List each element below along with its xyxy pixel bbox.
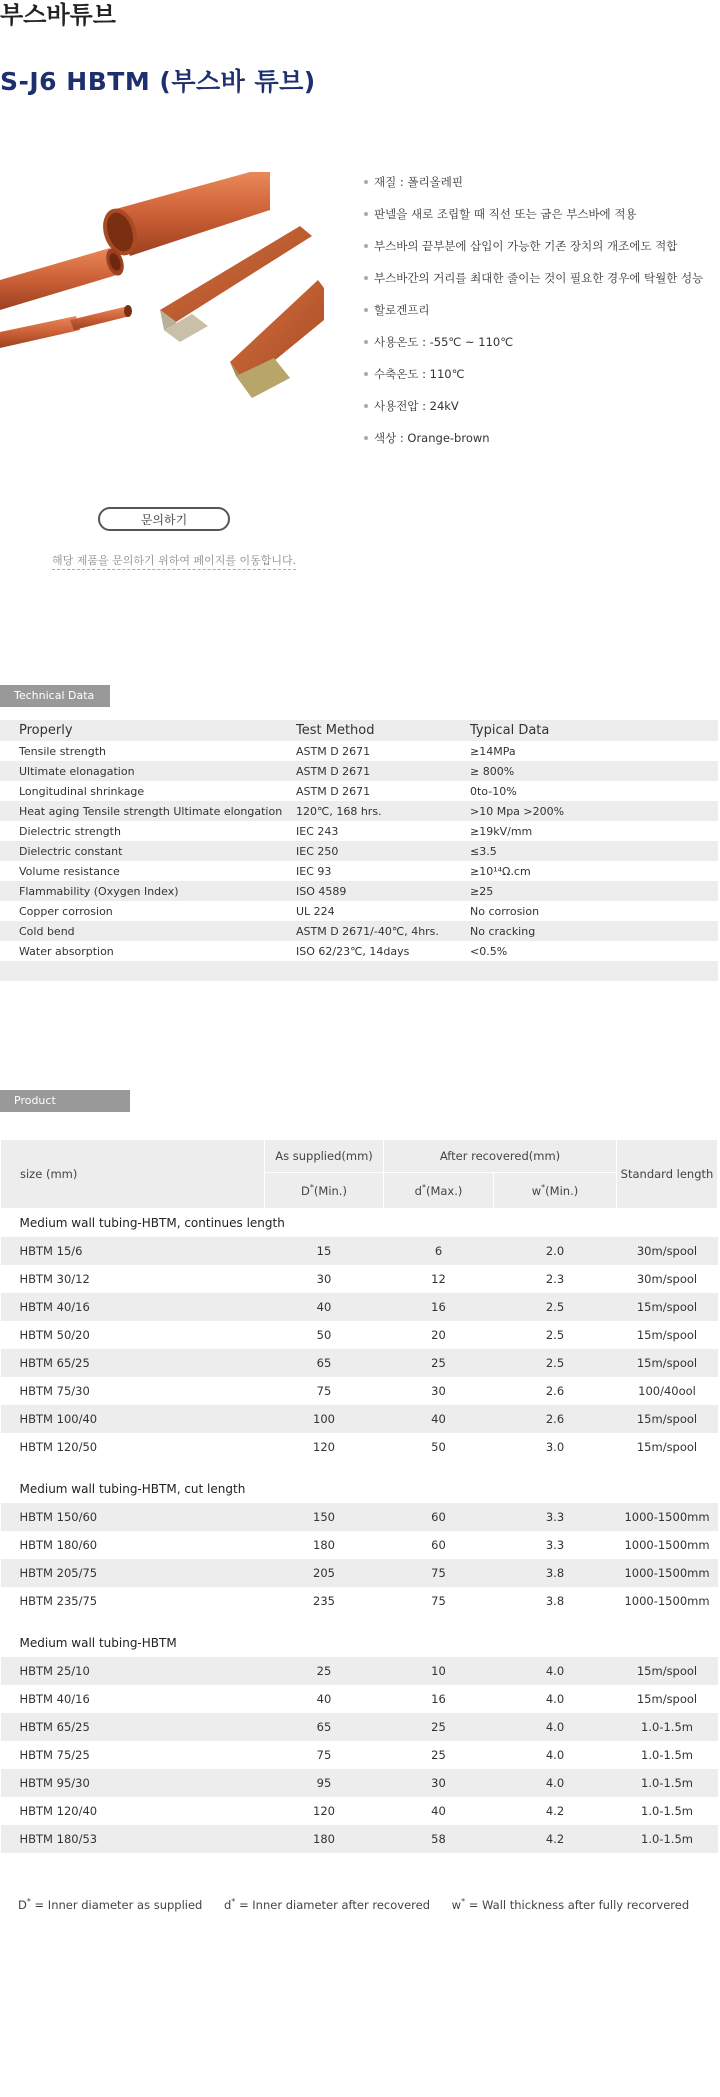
size-cell: HBTM 120/50 <box>19 1440 98 1454</box>
standard-length-cell: 1000-1500mm <box>624 1538 710 1552</box>
inquiry-note: 해당 제품을 문의하기 위하여 페이지를 이동합니다. <box>52 553 296 570</box>
table-row <box>1 1377 718 1405</box>
spec-item: 색상 : Orange-brown <box>368 424 720 456</box>
table-row <box>1 1321 718 1349</box>
recovered-d-cell: 20 <box>431 1328 446 1342</box>
table-row <box>1 1503 718 1531</box>
spec-item: 수축온도 : 110℃ <box>368 360 720 392</box>
wall-thickness-cell: 3.3 <box>545 1538 565 1552</box>
table-row <box>0 801 718 821</box>
recovered-d-cell: 16 <box>384 1293 494 1321</box>
supplied-d-cell: 180 <box>265 1825 384 1853</box>
header-test-method: Test Method <box>296 720 470 741</box>
value-cell: No cracking <box>470 921 718 941</box>
method-cell: IEC 243 <box>296 824 339 838</box>
group-title-row <box>1 1629 718 1657</box>
table-row <box>0 901 718 921</box>
standard-length-cell: 100/40ool <box>638 1384 696 1398</box>
size-cell: HBTM 75/25 <box>19 1748 90 1762</box>
table-row <box>1 1237 718 1265</box>
header-size: size (mm) <box>1 1140 265 1209</box>
page-title: 부스바튜브 <box>0 1 116 29</box>
wall-thickness-cell: 2.6 <box>494 1405 617 1433</box>
note: (Min.) <box>545 1184 579 1199</box>
size-cell: HBTM 40/16 <box>1 1293 265 1321</box>
standard-length-cell: 1.0-1.5m <box>617 1769 718 1797</box>
recovered-d-cell: 60 <box>431 1538 446 1552</box>
spec-item: 사용온도 : -55℃ ~ 110℃ <box>368 328 720 360</box>
standard-length-cell: 1.0-1.5m <box>617 1825 718 1853</box>
note: (Min.) <box>313 1184 347 1199</box>
wall-thickness-cell: 2.5 <box>545 1328 565 1342</box>
standard-length-cell: 1000-1500mm <box>617 1503 718 1531</box>
supplied-d-cell: 100 <box>265 1405 384 1433</box>
table-row <box>1 1293 718 1321</box>
standard-length-cell: 15m/spool <box>636 1692 698 1706</box>
recovered-d-cell: 40 <box>384 1405 494 1433</box>
star: * <box>541 1183 546 1193</box>
standard-length-cell: 1000-1500mm <box>624 1594 710 1608</box>
table-row <box>1 1265 718 1293</box>
table-row <box>0 761 718 781</box>
spec-item: 할로겐프리 <box>368 296 720 328</box>
table-footer-row <box>0 961 718 981</box>
wall-thickness-cell: 4.0 <box>494 1657 617 1685</box>
supplied-d-cell: 95 <box>265 1769 384 1797</box>
method-cell: IEC 250 <box>296 841 470 861</box>
size-cell: HBTM 75/30 <box>19 1384 90 1398</box>
wall-thickness-cell: 2.5 <box>494 1349 617 1377</box>
spec-item: 부스바간의 거리를 최대한 줄이는 것이 필요한 경우에 탁월한 성능 <box>368 264 720 296</box>
group-title: Medium wall tubing-HBTM, cut length <box>19 1482 246 1496</box>
size-cell: HBTM 180/53 <box>1 1825 265 1853</box>
value-cell: ≥14MPa <box>470 744 516 758</box>
group-title-row <box>1 1475 718 1503</box>
method-cell: ISO 4589 <box>296 881 470 901</box>
size-cell: HBTM 205/75 <box>1 1559 265 1587</box>
technical-data-table <box>0 720 718 981</box>
table-row <box>0 781 718 801</box>
supplied-d-cell: 40 <box>316 1692 332 1706</box>
property-cell: Volume resistance <box>19 864 120 878</box>
property-cell: Flammability (Oxygen Index) <box>0 881 296 901</box>
size-cell: HBTM 65/25 <box>1 1713 265 1741</box>
standard-length-cell: 1000-1500mm <box>617 1559 718 1587</box>
star: * <box>309 1183 314 1193</box>
sym: w <box>531 1184 542 1199</box>
size-cell: HBTM 180/60 <box>19 1538 98 1552</box>
method-cell: ASTM D 2671 <box>296 744 371 758</box>
property-cell: Longitudinal shrinkage <box>19 784 145 798</box>
property-cell: Tensile strength <box>19 744 107 758</box>
group-spacer <box>1 1615 718 1629</box>
value-cell: <0.5% <box>470 944 508 958</box>
product-dimensions-badge: Product Dimensions <box>0 1090 130 1112</box>
standard-length-cell: 1.0-1.5m <box>641 1748 693 1762</box>
table-row <box>1 1825 718 1853</box>
header-d-upper <box>265 1173 384 1209</box>
group-spacer <box>1 1461 718 1475</box>
supplied-d-cell: 75 <box>316 1748 332 1762</box>
table-row <box>1 1433 718 1461</box>
supplied-d-cell: 30 <box>316 1272 332 1286</box>
standard-length-cell: 15m/spool <box>636 1440 698 1454</box>
size-cell: HBTM 25/10 <box>1 1657 265 1685</box>
standard-length-cell: 1.0-1.5m <box>641 1804 693 1818</box>
technical-data-badge: Technical Data <box>0 685 110 707</box>
recovered-d-cell: 16 <box>431 1692 446 1706</box>
property-cell: Heat aging Tensile strength Ultimate elongation <box>0 801 296 821</box>
spec-item: 사용전압 : 24kV <box>368 392 720 424</box>
recovered-d-cell: 25 <box>384 1349 494 1377</box>
header-typical-data: Typical Data <box>470 720 718 741</box>
value-cell: ≤3.5 <box>470 841 718 861</box>
wall-thickness-cell: 3.0 <box>545 1440 565 1454</box>
product-title: S-J6 HBTM (부스바 튜브) <box>0 67 316 96</box>
wall-thickness-cell: 3.3 <box>494 1503 617 1531</box>
table-header-row <box>0 720 718 741</box>
wall-thickness-cell: 4.0 <box>494 1713 617 1741</box>
supplied-d-cell: 40 <box>265 1293 384 1321</box>
sym: D <box>301 1184 310 1199</box>
wall-thickness-cell: 3.8 <box>494 1559 617 1587</box>
size-cell: HBTM 30/12 <box>19 1272 90 1286</box>
method-cell: ASTM D 2671 <box>296 761 470 781</box>
recovered-d-cell: 75 <box>431 1594 446 1608</box>
product-dimensions-table <box>0 1139 718 1853</box>
supplied-d-cell: 150 <box>265 1503 384 1531</box>
wall-thickness-cell: 2.0 <box>494 1237 617 1265</box>
standard-length-cell: 15m/spool <box>617 1349 718 1377</box>
supplied-d-cell: 65 <box>265 1713 384 1741</box>
supplied-d-cell: 120 <box>313 1440 335 1454</box>
standard-length-cell: 15m/spool <box>617 1293 718 1321</box>
table-row <box>1 1713 718 1741</box>
size-cell: HBTM 100/40 <box>1 1405 265 1433</box>
supplied-d-cell: 75 <box>316 1384 332 1398</box>
supplied-d-cell: 25 <box>265 1657 384 1685</box>
spec-list <box>368 168 720 456</box>
value-cell: 0to-10% <box>470 784 517 798</box>
table-row <box>0 921 718 941</box>
supplied-d-cell: 50 <box>316 1328 332 1342</box>
property-cell: Cold bend <box>0 921 296 941</box>
standard-length-cell: 15m/spool <box>617 1405 718 1433</box>
property-cell: Copper corrosion <box>19 904 113 918</box>
method-cell: ISO 62/23℃, 14days <box>296 944 410 958</box>
property-cell: Ultimate elonagation <box>0 761 296 781</box>
recovered-d-cell: 75 <box>384 1559 494 1587</box>
table-row <box>0 741 718 761</box>
inquiry-button[interactable]: 문의하기 <box>98 507 230 531</box>
supplied-d-cell: 205 <box>265 1559 384 1587</box>
header-w <box>494 1173 617 1209</box>
product-image <box>0 170 324 400</box>
header-standard-length: Standard length <box>617 1140 718 1209</box>
table-row <box>1 1741 718 1769</box>
header-d-lower <box>384 1173 494 1209</box>
size-cell: HBTM 120/40 <box>19 1804 98 1818</box>
recovered-d-cell: 25 <box>431 1748 446 1762</box>
supplied-d-cell: 65 <box>265 1349 384 1377</box>
value-cell: >10 Mpa >200% <box>470 801 718 821</box>
header-after-recovered: After recovered(mm) <box>384 1140 617 1173</box>
value-cell: No corrosion <box>470 904 540 918</box>
table-row <box>1 1657 718 1685</box>
spec-item: 재질 : 폴리올레핀 <box>368 168 720 200</box>
sym: d <box>414 1184 422 1199</box>
size-cell: HBTM 95/30 <box>1 1769 265 1797</box>
supplied-d-cell: 15 <box>265 1237 384 1265</box>
value-cell: ≥19kV/mm <box>470 824 533 838</box>
size-cell: HBTM 235/75 <box>19 1594 98 1608</box>
size-cell: HBTM 150/60 <box>1 1503 265 1531</box>
table-row <box>0 941 718 961</box>
recovered-d-cell: 30 <box>384 1769 494 1797</box>
size-cell: HBTM 15/6 <box>1 1237 265 1265</box>
spec-item: 판넬을 새로 조립할 때 직선 또는 굽은 부스바에 적용 <box>368 200 720 232</box>
recovered-d-cell: 6 <box>384 1237 494 1265</box>
table-row <box>0 821 718 841</box>
group-title: Medium wall tubing-HBTM, continues length <box>19 1216 285 1230</box>
standard-length-cell: 15m/spool <box>636 1328 698 1342</box>
table-row <box>1 1797 718 1825</box>
method-cell: UL 224 <box>296 904 335 918</box>
header-property: Properly <box>0 720 296 741</box>
wall-thickness-cell: 2.5 <box>494 1293 617 1321</box>
header-as-supplied: As supplied(mm) <box>265 1140 384 1173</box>
standard-length-cell: 15m/spool <box>617 1657 718 1685</box>
legend-item: w* = Wall thickness after fully recorvered <box>451 1897 690 1912</box>
value-cell: ≥ 800% <box>470 761 718 781</box>
recovered-d-cell: 12 <box>431 1272 446 1286</box>
wall-thickness-cell: 3.8 <box>545 1594 565 1608</box>
value-cell: ≥25 <box>470 881 718 901</box>
dimensions-legend <box>18 1897 707 1912</box>
wall-thickness-cell: 4.0 <box>545 1692 565 1706</box>
table-row <box>1 1531 718 1559</box>
size-cell: HBTM 50/20 <box>19 1328 90 1342</box>
wall-thickness-cell: 2.3 <box>545 1272 565 1286</box>
table-row <box>1 1349 718 1377</box>
property-cell: Dielectric constant <box>0 841 296 861</box>
method-cell: 120℃, 168 hrs. <box>296 801 470 821</box>
group-title-row <box>1 1209 718 1238</box>
size-cell: HBTM 40/16 <box>19 1692 90 1706</box>
wall-thickness-cell: 4.2 <box>545 1804 565 1818</box>
table-row <box>0 841 718 861</box>
spec-item: 부스바의 끝부분에 삽입이 가능한 기존 장치의 개조에도 적합 <box>368 232 720 264</box>
wall-thickness-cell: 2.6 <box>545 1384 565 1398</box>
recovered-d-cell: 25 <box>384 1713 494 1741</box>
star: * <box>421 1183 426 1193</box>
standard-length-cell: 30m/spool <box>636 1272 698 1286</box>
table-row <box>1 1685 718 1713</box>
wall-thickness-cell: 4.0 <box>494 1769 617 1797</box>
recovered-d-cell: 30 <box>431 1384 446 1398</box>
group-title: Medium wall tubing-HBTM <box>19 1636 177 1650</box>
recovered-d-cell: 60 <box>384 1503 494 1531</box>
wall-thickness-cell: 4.2 <box>494 1825 617 1853</box>
recovered-d-cell: 10 <box>384 1657 494 1685</box>
legend-item: D* = Inner diameter as supplied <box>18 1897 203 1912</box>
note: (Max.) <box>425 1184 463 1199</box>
property-cell: Water absorption <box>19 944 114 958</box>
standard-length-cell: 30m/spool <box>617 1237 718 1265</box>
value-cell: ≥10¹⁴Ω.cm <box>470 864 531 878</box>
recovered-d-cell: 58 <box>384 1825 494 1853</box>
method-cell: IEC 93 <box>296 864 332 878</box>
method-cell: ASTM D 2671 <box>296 784 371 798</box>
property-cell: Dielectric strength <box>19 824 121 838</box>
table-row <box>1 1587 718 1615</box>
wall-thickness-cell: 4.0 <box>545 1748 565 1762</box>
dimensions-header-row <box>1 1140 718 1173</box>
table-row <box>0 881 718 901</box>
recovered-d-cell: 50 <box>431 1440 446 1454</box>
table-row <box>1 1769 718 1797</box>
supplied-d-cell: 235 <box>313 1594 335 1608</box>
table-row <box>1 1405 718 1433</box>
table-row <box>1 1559 718 1587</box>
supplied-d-cell: 120 <box>313 1804 335 1818</box>
size-cell: HBTM 65/25 <box>1 1349 265 1377</box>
table-row <box>0 861 718 881</box>
legend-item: d* = Inner diameter after recovered <box>224 1897 431 1912</box>
recovered-d-cell: 40 <box>431 1804 446 1818</box>
method-cell: ASTM D 2671/-40℃, 4hrs. <box>296 921 470 941</box>
dimensions-body <box>1 1209 718 1854</box>
supplied-d-cell: 180 <box>313 1538 335 1552</box>
standard-length-cell: 1.0-1.5m <box>617 1713 718 1741</box>
